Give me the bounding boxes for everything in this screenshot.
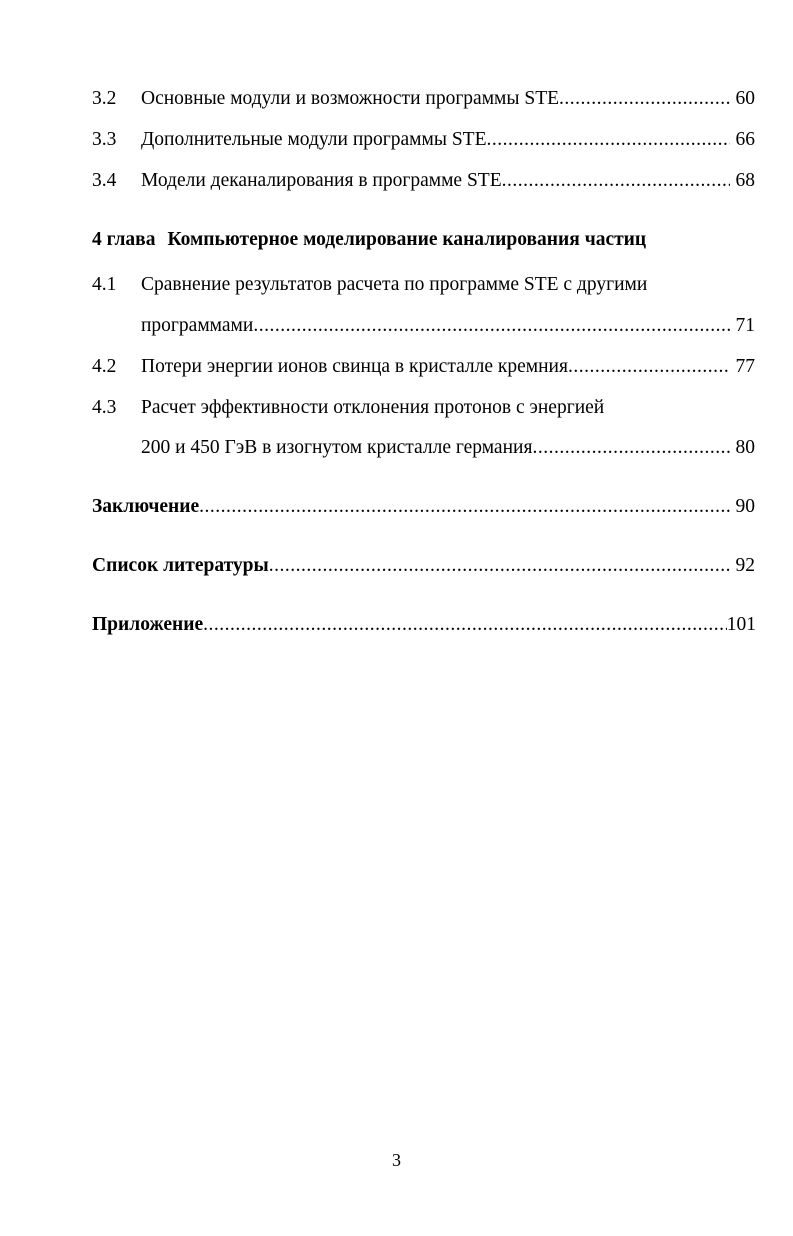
toc-entry-page: 92 <box>735 555 755 576</box>
toc-dot-leader <box>487 127 730 153</box>
toc-entry-number: 4.2 <box>92 356 117 377</box>
toc-entry-4-3 <box>0 395 793 421</box>
toc-dot-leader <box>253 313 729 339</box>
toc-entry-3-2 <box>0 86 793 112</box>
toc-entry-4-1-cont <box>0 313 793 339</box>
toc-entry-title-line1: Сравнение результатов расчета по программе STE с другими <box>141 274 648 295</box>
chapter-label: 4 глава <box>92 229 156 250</box>
toc-entry-page: 101 <box>726 614 756 635</box>
toc-entry-page: 71 <box>735 315 755 336</box>
toc-entry-title-line2: программами <box>141 315 254 336</box>
toc-entry-title-line2: 200 и 450 ГэВ в изогнутом кристалле германия <box>141 437 533 458</box>
toc-entry-3-4 <box>0 168 793 194</box>
toc-entry-4-2 <box>0 354 793 380</box>
toc-entry-title: Список литературы <box>92 555 269 576</box>
toc-entry-body <box>92 494 755 520</box>
toc-entry-page: 60 <box>735 88 755 109</box>
toc-entry-conclusion <box>0 494 793 520</box>
page-number: 3 <box>392 1150 401 1170</box>
toc-entry-body <box>141 313 755 339</box>
toc-entry-page: 66 <box>735 129 755 150</box>
toc-entry-appendix <box>0 612 793 638</box>
toc-entry-4-3-cont <box>0 435 793 461</box>
toc-entry-number: 4.1 <box>92 274 117 295</box>
toc-entry-body <box>92 612 756 638</box>
toc-dot-leader <box>532 435 729 461</box>
toc-entry-body <box>141 86 755 112</box>
toc-dot-leader <box>559 86 729 112</box>
toc-dot-leader <box>203 612 727 638</box>
toc-entry-number: 3.3 <box>92 129 117 150</box>
toc-entry-body <box>141 354 755 380</box>
chapter-4-heading <box>92 227 646 253</box>
toc-entry-4-1 <box>0 272 793 298</box>
toc-entry-number: 4.3 <box>92 397 117 418</box>
toc-entry-page: 68 <box>735 170 755 191</box>
toc-entry-body <box>141 435 755 461</box>
toc-entry-title: Модели деканалирования в программе STE <box>141 170 502 191</box>
toc-dot-leader <box>199 494 729 520</box>
toc-entry-body <box>141 168 755 194</box>
toc-entry-number: 3.2 <box>92 88 117 109</box>
toc-entry-number: 3.4 <box>92 170 117 191</box>
toc-entry-page: 90 <box>735 496 755 517</box>
toc-entry-title-line1: Расчет эффективности отклонения протонов с энергией <box>141 397 605 418</box>
toc-dot-leader <box>502 168 730 194</box>
toc-entry-page: 80 <box>735 437 755 458</box>
toc-dot-leader <box>269 553 730 579</box>
toc-entry-title: Дополнительные модули программы STE <box>141 129 487 150</box>
toc-entry-page: 77 <box>735 356 755 377</box>
toc-entry-title: Потери энергии ионов свинца в кристалле кремния <box>141 356 568 377</box>
toc-entry-title: Приложение <box>92 614 204 635</box>
toc-entry-body <box>141 127 755 153</box>
toc-entry-references <box>0 553 793 579</box>
toc-entry-title: Заключение <box>92 496 200 517</box>
toc-entry-3-3 <box>0 127 793 153</box>
toc-entry-title: Основные модули и возможности программы STE <box>141 88 560 109</box>
toc-dot-leader <box>568 354 730 380</box>
toc-entry-body <box>92 553 755 579</box>
chapter-title: Компьютерное моделирование каналирования частиц <box>167 229 647 250</box>
